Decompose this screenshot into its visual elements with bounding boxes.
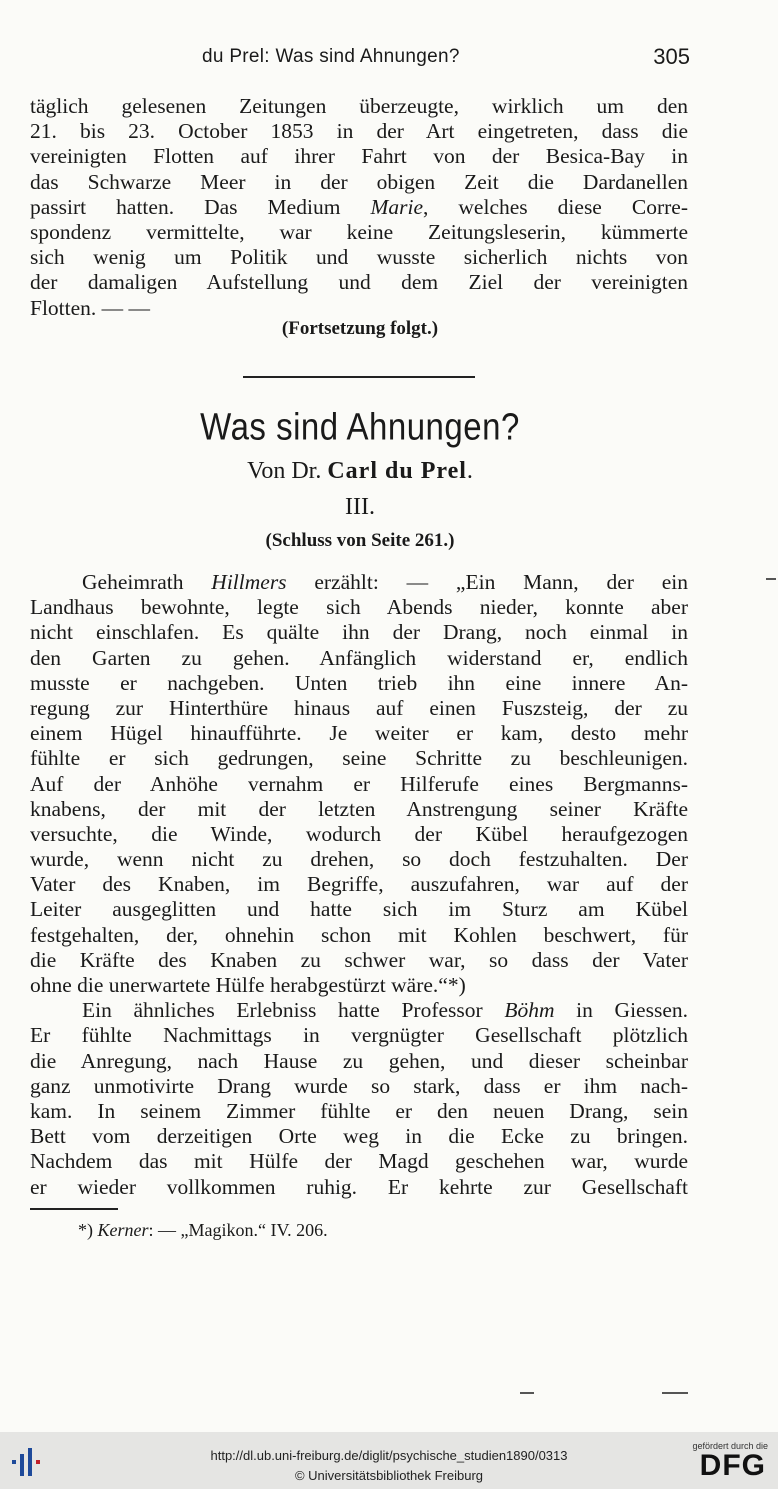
dfg-caption: gefördert durch die xyxy=(692,1441,768,1451)
text-line: wurde, wenn nicht zu drehen, so doch festzuhalten. Der xyxy=(30,847,688,872)
text-line: er wieder vollkommen ruhig. Er kehrte zur Gesellschaft xyxy=(30,1174,688,1199)
italic-name: Böhm xyxy=(504,998,555,1023)
text-line: vereinigten Flotten auf ihrer Fahrt von der Besica-Bay in xyxy=(30,144,688,169)
running-title: du Prel: Was sind Ahnungen? xyxy=(202,46,460,67)
text-line: Geheimrath Hillmers erzählt: — „Ein Mann, der ein xyxy=(82,570,688,594)
article-title: Was sind Ahnungen? xyxy=(200,405,520,448)
text-line: spondenz vermittelte, war keine Zeitungsleserin, kümmerte xyxy=(30,219,688,244)
page-header xyxy=(30,44,690,74)
margin-mark xyxy=(766,578,776,580)
margin-mark xyxy=(662,1392,688,1394)
text-line: Vater des Knaben, im Begriffe, auszufahren, war auf der xyxy=(30,872,688,897)
text-line: knabens, der mit der letzten Anstrengung seiner Kräfte xyxy=(30,796,688,821)
text-line: 21. bis 23. October 1853 in der Art eingetreten, dass die xyxy=(30,119,688,144)
text-line: ohne die unerwartete Hülfe herabgestürzt wäre.“*) xyxy=(30,973,466,997)
italic-name: Kerner xyxy=(97,1220,149,1240)
byline: Von Dr. Carl du Prel. xyxy=(247,458,473,484)
text-line: die Anregung, nach Hause zu gehen, und dieser scheinbar xyxy=(30,1048,688,1073)
italic-name: Marie xyxy=(370,194,423,219)
text-line: versuchte, die Winde, wodurch der Kübel heraufgezogen xyxy=(30,821,688,846)
continuation-text xyxy=(30,94,688,321)
italic-name: Hillmers xyxy=(211,570,287,594)
text-line: Landhaus bewohnte, legte sich Abends nieder, konnte aber xyxy=(30,595,688,620)
text-line: Leiter ausgeglitten und hatte sich im Sturz am Kübel xyxy=(30,897,688,922)
conclusion-notice: (Schluss von Seite 261.) xyxy=(265,530,455,551)
text-line: das Schwarze Meer in der obigen Zeit die Dardanellen xyxy=(30,169,688,194)
text-line: kam. In seinem Zimmer fühlte er den neuen Drang, sein xyxy=(30,1098,688,1123)
text-line: Ein ähnliches Erlebniss hatte Professor Böhm in Giessen. xyxy=(82,998,688,1023)
text-line: nicht einschlafen. Es quälte ihn der Drang, noch einmal in xyxy=(30,620,688,645)
text-line: die Kräfte des Knaben zu schwer war, so dass der Vater xyxy=(30,947,688,972)
text-line: den Garten zu gehen. Anfänglich widerstand er, endlich xyxy=(30,645,688,670)
text-line: sich wenig um Politik und wusste sicherlich nichts von xyxy=(30,245,688,270)
margin-mark xyxy=(520,1392,534,1394)
text-line: Flotten. — — xyxy=(30,295,151,320)
text-line: Nachdem das mit Hülfe der Magd geschehen war, wurde xyxy=(30,1149,688,1174)
section-divider xyxy=(243,376,475,378)
page-number: 305 xyxy=(653,44,690,69)
text-line: Auf der Anhöhe vernahm er Hilferufe eines Bergmanns- xyxy=(30,771,688,796)
footnote: *) Kerner: — „Magikon.“ IV. 206. xyxy=(78,1220,328,1240)
text-line: musste er nachgeben. Unten trieb ihn eine innere An- xyxy=(30,670,688,695)
author-name: Carl du Prel xyxy=(327,458,467,484)
text-line: der damaligen Aufstellung und dem Ziel der vereinigten xyxy=(30,270,688,295)
text-line: Bett vom derzeitigen Orte weg in die Ecke zu bringen. xyxy=(30,1124,688,1149)
text-line: täglich gelesenen Zeitungen überzeugte, wirklich um den xyxy=(30,94,688,118)
part-number: III. xyxy=(345,494,375,520)
text-line: einem Hügel hinaufführte. Je weiter er kam, desto mehr xyxy=(30,721,688,746)
text-line: regung zur Hinterthüre hinaus auf einen Fuszsteig, der zu xyxy=(30,695,688,720)
text-line: Er fühlte Nachmittags in vergnügter Gesellschaft plötzlich xyxy=(30,1023,688,1048)
dfg-logo: DFG xyxy=(699,1449,766,1482)
text-line: festgehalten, der, ohnehin schon mit Kohlen beschwert, für xyxy=(30,922,688,947)
copyright-notice: © Universitätsbibliothek Freiburg xyxy=(294,1468,484,1483)
source-url: http://dl.ub.uni-freiburg.de/diglit/psychische_studien1890/0313 xyxy=(210,1448,568,1463)
footnote-divider xyxy=(30,1208,118,1210)
continued-notice: (Fortsetzung folgt.) xyxy=(281,318,439,339)
article-body xyxy=(30,570,688,1200)
text-line: fühlte er sich gedrungen, seine Schritte zu beschleunigen. xyxy=(30,746,688,771)
text-line: passirt hatten. Das Medium Marie, welches diese Corre- xyxy=(30,194,688,219)
viewer-footer xyxy=(0,1432,778,1489)
text-line: ganz unmotivirte Drang wurde so stark, dass er ihm nach- xyxy=(30,1073,688,1098)
